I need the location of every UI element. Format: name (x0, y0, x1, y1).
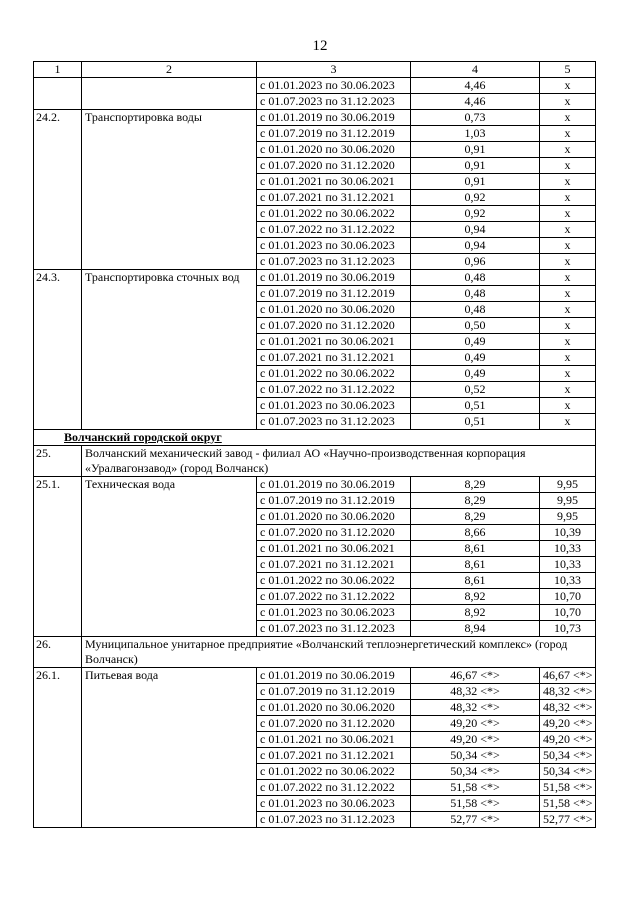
tariff-value-cell: 0,91 (411, 158, 540, 174)
period-cell: с 01.07.2020 по 31.12.2020 (257, 158, 411, 174)
tariff-value-cell: 0,96 (411, 254, 540, 270)
period-cell: с 01.07.2022 по 31.12.2022 (257, 222, 411, 238)
tariff-vat-cell: 46,67 <*> (540, 668, 596, 684)
tariff-value-cell: 0,91 (411, 174, 540, 190)
period-cell: с 01.07.2023 по 31.12.2023 (257, 621, 411, 637)
tariff-vat-cell: 51,58 <*> (540, 780, 596, 796)
tariff-vat-cell: х (540, 286, 596, 302)
tariff-value-cell: 0,50 (411, 318, 540, 334)
period-cell: с 01.01.2021 по 30.06.2021 (257, 174, 411, 190)
table-row (34, 78, 596, 94)
tariff-value-cell: 0,51 (411, 414, 540, 430)
period-cell: с 01.07.2019 по 31.12.2019 (257, 286, 411, 302)
tariff-value-cell: 50,34 <*> (411, 748, 540, 764)
tariff-vat-cell: х (540, 270, 596, 286)
tariff-vat-cell: 9,95 (540, 493, 596, 509)
period-cell: с 01.07.2021 по 31.12.2021 (257, 557, 411, 573)
tariff-vat-cell: 50,34 <*> (540, 748, 596, 764)
tariff-value-cell: 0,73 (411, 110, 540, 126)
tariff-vat-cell: 48,32 <*> (540, 684, 596, 700)
tariff-vat-cell: х (540, 126, 596, 142)
page-number: 12 (312, 38, 328, 54)
item-name: Техническая вода (82, 477, 257, 637)
period-cell: с 01.01.2021 по 30.06.2021 (257, 541, 411, 557)
period-cell: с 01.07.2020 по 31.12.2020 (257, 318, 411, 334)
tariff-value-cell: 46,67 <*> (411, 668, 540, 684)
organization-row (34, 637, 596, 668)
tariff-value-cell: 0,48 (411, 286, 540, 302)
tariff-vat-cell: 52,77 <*> (540, 812, 596, 828)
district-heading: Волчанский городской округ (34, 430, 596, 446)
period-cell: с 01.01.2020 по 30.06.2020 (257, 700, 411, 716)
tariff-value-cell: 0,48 (411, 270, 540, 286)
tariff-vat-cell: 10,33 (540, 541, 596, 557)
org-number: 26. (34, 637, 82, 668)
tariff-value-cell: 1,03 (411, 126, 540, 142)
period-cell: с 01.01.2021 по 30.06.2021 (257, 334, 411, 350)
period-cell: с 01.01.2019 по 30.06.2019 (257, 110, 411, 126)
tariff-vat-cell: х (540, 158, 596, 174)
period-cell: с 01.01.2022 по 30.06.2022 (257, 206, 411, 222)
tariff-vat-cell: х (540, 110, 596, 126)
tariff-vat-cell: х (540, 366, 596, 382)
period-cell: с 01.07.2021 по 31.12.2021 (257, 350, 411, 366)
item-name: Транспортировка сточных вод (82, 270, 257, 430)
tariff-value-cell: 8,94 (411, 621, 540, 637)
column-header: 5 (540, 62, 596, 78)
period-cell: с 01.07.2019 по 31.12.2019 (257, 493, 411, 509)
tariff-vat-cell: 48,32 <*> (540, 700, 596, 716)
tariff-vat-cell: 50,34 <*> (540, 764, 596, 780)
period-cell: с 01.01.2023 по 30.06.2023 (257, 78, 411, 94)
item-number: 24.3. (34, 270, 82, 430)
tariff-value-cell: 0,91 (411, 142, 540, 158)
tariff-vat-cell: 9,95 (540, 477, 596, 493)
tariff-vat-cell: 51,58 <*> (540, 796, 596, 812)
tariff-vat-cell: х (540, 238, 596, 254)
column-header: 2 (82, 62, 257, 78)
period-cell: с 01.01.2023 по 30.06.2023 (257, 796, 411, 812)
tariff-value-cell: 51,58 <*> (411, 796, 540, 812)
period-cell: с 01.01.2019 по 30.06.2019 (257, 668, 411, 684)
tariff-vat-cell: 49,20 <*> (540, 732, 596, 748)
table-row (34, 477, 596, 493)
tariff-value-cell: 8,61 (411, 573, 540, 589)
tariff-value-cell: 8,92 (411, 605, 540, 621)
tariff-value-cell: 8,29 (411, 493, 540, 509)
tariff-value-cell: 0,94 (411, 222, 540, 238)
period-cell: с 01.07.2023 по 31.12.2023 (257, 94, 411, 110)
period-cell: с 01.01.2021 по 30.06.2021 (257, 732, 411, 748)
period-cell: с 01.07.2022 по 31.12.2022 (257, 589, 411, 605)
tariff-value-cell: 0,92 (411, 206, 540, 222)
organization-name: Волчанский механический завод - филиал АО «Научно-производственная корпорация «Уралвагонзавод» (город Волчанск) (82, 446, 596, 477)
period-cell: с 01.01.2023 по 30.06.2023 (257, 605, 411, 621)
period-cell: с 01.07.2020 по 31.12.2020 (257, 716, 411, 732)
tariff-value-cell: 49,20 <*> (411, 732, 540, 748)
tariff-value-cell: 52,77 <*> (411, 812, 540, 828)
table-row (34, 110, 596, 126)
item-name: Транспортировка воды (82, 110, 257, 270)
tariff-table (33, 61, 596, 828)
column-header: 1 (34, 62, 82, 78)
period-cell: с 01.07.2023 по 31.12.2023 (257, 414, 411, 430)
period-cell: с 01.01.2019 по 30.06.2019 (257, 270, 411, 286)
tariff-vat-cell: х (540, 350, 596, 366)
tariff-value-cell: 48,32 <*> (411, 684, 540, 700)
tariff-value-cell: 0,49 (411, 350, 540, 366)
period-cell: с 01.01.2023 по 30.06.2023 (257, 238, 411, 254)
period-cell: с 01.01.2020 по 30.06.2020 (257, 142, 411, 158)
tariff-value-cell: 8,29 (411, 477, 540, 493)
period-cell: с 01.07.2019 по 31.12.2019 (257, 126, 411, 142)
item-number: 25.1. (34, 477, 82, 637)
tariff-value-cell: 0,94 (411, 238, 540, 254)
tariff-value-cell: 4,46 (411, 78, 540, 94)
tariff-value-cell: 8,66 (411, 525, 540, 541)
tariff-value-cell: 0,51 (411, 398, 540, 414)
period-cell: с 01.01.2020 по 30.06.2020 (257, 509, 411, 525)
period-cell: с 01.07.2023 по 31.12.2023 (257, 812, 411, 828)
tariff-value-cell: 0,52 (411, 382, 540, 398)
tariff-vat-cell: х (540, 142, 596, 158)
organization-row (34, 446, 596, 477)
tariff-value-cell: 51,58 <*> (411, 780, 540, 796)
column-header: 3 (257, 62, 411, 78)
item-number: 26.1. (34, 668, 82, 828)
tariff-value-cell: 49,20 <*> (411, 716, 540, 732)
tariff-value-cell: 8,61 (411, 557, 540, 573)
period-cell: с 01.07.2021 по 31.12.2021 (257, 190, 411, 206)
tariff-value-cell: 0,48 (411, 302, 540, 318)
period-cell: с 01.07.2019 по 31.12.2019 (257, 684, 411, 700)
tariff-vat-cell: х (540, 414, 596, 430)
tariff-vat-cell: х (540, 382, 596, 398)
organization-name: Муниципальное унитарное предприятие «Волчанский теплоэнергетический комплекс» (город Волчанск) (82, 637, 596, 668)
tariff-value-cell: 8,92 (411, 589, 540, 605)
period-cell: с 01.07.2022 по 31.12.2022 (257, 780, 411, 796)
tariff-vat-cell: 49,20 <*> (540, 716, 596, 732)
tariff-vat-cell: х (540, 254, 596, 270)
tariff-vat-cell: 10,70 (540, 605, 596, 621)
tariff-vat-cell: 10,33 (540, 557, 596, 573)
tariff-vat-cell: 10,33 (540, 573, 596, 589)
tariff-value-cell: 8,61 (411, 541, 540, 557)
tariff-vat-cell: 9,95 (540, 509, 596, 525)
period-cell: с 01.01.2022 по 30.06.2022 (257, 764, 411, 780)
org-number: 25. (34, 446, 82, 477)
table-row (34, 668, 596, 684)
period-cell: с 01.01.2022 по 30.06.2022 (257, 366, 411, 382)
tariff-value-cell: 8,29 (411, 509, 540, 525)
tariff-vat-cell: х (540, 222, 596, 238)
tariff-vat-cell: х (540, 94, 596, 110)
table-row (34, 270, 596, 286)
tariff-vat-cell: х (540, 334, 596, 350)
item-number: 24.2. (34, 110, 82, 270)
district-row (34, 430, 596, 446)
column-header: 4 (411, 62, 540, 78)
period-cell: с 01.01.2022 по 30.06.2022 (257, 573, 411, 589)
period-cell: с 01.01.2019 по 30.06.2019 (257, 477, 411, 493)
period-cell: с 01.07.2021 по 31.12.2021 (257, 748, 411, 764)
period-cell: с 01.01.2023 по 30.06.2023 (257, 398, 411, 414)
item-number (34, 78, 82, 110)
tariff-vat-cell: х (540, 302, 596, 318)
period-cell: с 01.07.2022 по 31.12.2022 (257, 382, 411, 398)
table-header-row (34, 62, 596, 78)
tariff-vat-cell: 10,39 (540, 525, 596, 541)
tariff-value-cell: 0,49 (411, 334, 540, 350)
tariff-vat-cell: х (540, 190, 596, 206)
tariff-vat-cell: х (540, 398, 596, 414)
tariff-vat-cell: х (540, 78, 596, 94)
tariff-value-cell: 4,46 (411, 94, 540, 110)
period-cell: с 01.07.2020 по 31.12.2020 (257, 525, 411, 541)
tariff-value-cell: 48,32 <*> (411, 700, 540, 716)
item-name: Питьевая вода (82, 668, 257, 828)
tariff-value-cell: 50,34 <*> (411, 764, 540, 780)
tariff-value-cell: 0,92 (411, 190, 540, 206)
tariff-vat-cell: х (540, 174, 596, 190)
tariff-vat-cell: 10,70 (540, 589, 596, 605)
period-cell: с 01.07.2023 по 31.12.2023 (257, 254, 411, 270)
item-name (82, 78, 257, 110)
tariff-vat-cell: 10,73 (540, 621, 596, 637)
tariff-vat-cell: х (540, 206, 596, 222)
period-cell: с 01.01.2020 по 30.06.2020 (257, 302, 411, 318)
tariff-value-cell: 0,49 (411, 366, 540, 382)
tariff-vat-cell: х (540, 318, 596, 334)
